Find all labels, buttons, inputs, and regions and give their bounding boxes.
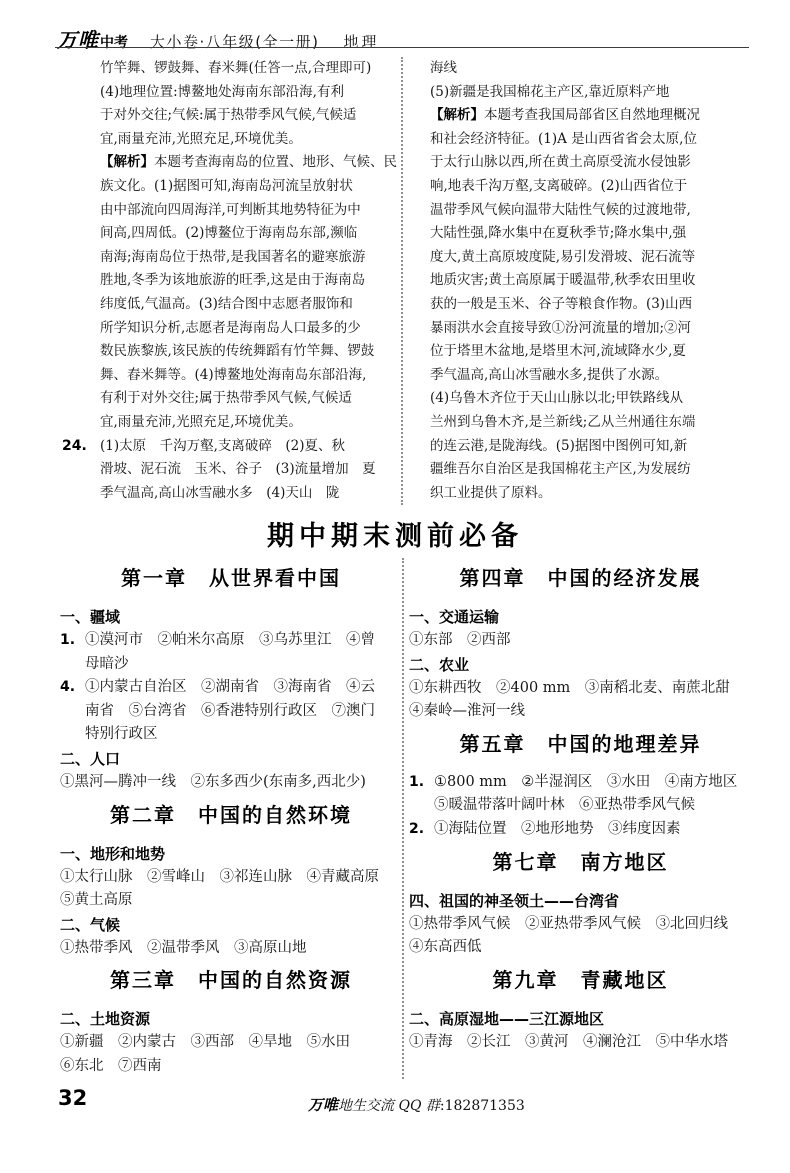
text-line: 和社会经济特征。(1)A 是山西省省会太原,位 xyxy=(430,130,697,147)
text-line: 兰州到乌鲁木齐,是兰新线;乙从兰州通往东端 xyxy=(430,413,696,430)
text-line: 于太行山脉以西,所在黄土高原受流水侵蚀影 xyxy=(430,154,691,171)
text-line: (4)乌鲁木齐位于天山山脉以北;甲铁路线从 xyxy=(430,390,684,407)
text-line: 特别行政区 xyxy=(85,726,158,743)
analysis-label: 【解析】 xyxy=(430,107,484,124)
sub-heading: 四、祖国的神圣领土——台湾省 xyxy=(409,891,620,910)
analysis-label: 【解析】 xyxy=(100,154,154,171)
text-line: ①东耕西牧 ②400 mm ③南稻北麦、南蔗北甜 xyxy=(409,679,730,696)
page-number: 32 xyxy=(58,1086,88,1110)
review-section xyxy=(60,558,752,1079)
review-left-column xyxy=(60,558,402,1079)
text-line: 季气温高,高山冰雪融水多 (4)天山 陇 xyxy=(100,484,340,501)
text-line: (5)新疆是我国棉花主产区,靠近原料产地 xyxy=(430,83,670,100)
text-line: 由中部流向四周海洋,可判断其地势特征为中 xyxy=(100,201,361,218)
section-title: 期中期末测前必备 xyxy=(267,521,523,552)
text-line: 母暗沙 xyxy=(85,655,129,672)
text-line: ①黑河—腾冲一线 ②东多西少(东南多,西北少) xyxy=(60,773,366,790)
series-title: 大小卷·八年级(全一册) xyxy=(150,33,320,51)
text-line: 4. ①内蒙古自治区 ②湖南省 ③海南省 ④云 xyxy=(60,676,402,700)
sub-heading: 一、地形和地势 xyxy=(60,844,166,863)
item-number: 4. xyxy=(60,679,76,696)
text-line: 度大,黄土高原坡度陡,易引发滑坡、泥石流等 xyxy=(430,248,696,265)
text-line: 季气温高,高山冰雪融水多,提供了水源。 xyxy=(430,366,669,383)
chapter-heading: 第五章 中国的地理差异 xyxy=(459,731,702,756)
text-line: 数民族黎族,该民族的传统舞蹈有竹竿舞、锣鼓 xyxy=(100,343,375,360)
text-line: 舞、舂米舞等。(4)博鳌地处海南岛东部沿海, xyxy=(100,366,367,383)
text-line: 有利于对外交往;属于热带季风气候,气候适 xyxy=(100,390,352,407)
sub-heading: 二、农业 xyxy=(409,655,470,674)
text-line: 暴雨洪水会直接导致①汾河流量的增加;②河 xyxy=(430,319,692,336)
text-line: ④东高西低 xyxy=(409,939,482,956)
text-line: 胜地,冬季为该地旅游的旺季,这是由于海南岛 xyxy=(100,272,366,289)
text-line: 【解析】本题考查海南岛的位置、地形、气候、民 xyxy=(100,154,397,171)
text-line: 族文化。(1)据图可知,海南岛河流呈放射状 xyxy=(100,177,353,194)
chapter-heading: 第一章 从世界看中国 xyxy=(121,566,341,590)
chapter-heading: 第二章 中国的自然环境 xyxy=(110,802,352,827)
answers-left-column xyxy=(60,57,401,505)
text-line: 响,地表千沟万壑,支离破碎。(2)山西省位于 xyxy=(430,177,688,194)
text-line: ①新疆 ②内蒙古 ③西部 ④旱地 ⑤水田 xyxy=(60,1034,350,1051)
sub-heading: 一、交通运输 xyxy=(409,608,500,626)
item-number: 1. xyxy=(60,632,76,648)
text-line: 获的一般是玉米、谷子等粮食作物。(3)山西 xyxy=(430,295,693,312)
answers-right-column xyxy=(403,57,752,505)
text-line: 南省 ⑤台湾省 ⑥香港特别行政区 ⑦澳门 xyxy=(85,702,375,719)
text-line: 地质灾害;黄土高原属于暖温带,秋季农田里收 xyxy=(430,272,696,289)
text-line: 织工业提供了原料。 xyxy=(430,484,552,501)
text-line: 间高,四周低。(2)博鳌位于海南岛东部,濒临 xyxy=(100,225,358,242)
sub-heading: 二、气候 xyxy=(60,915,121,934)
text-line: ④秦岭—淮河一线 xyxy=(409,703,525,720)
footer-logo: 万唯 xyxy=(308,1096,339,1114)
text-line: 宜,雨量充沛,光照充足,环境优美。 xyxy=(100,413,302,430)
text-line: 24. (1)太原 千沟万壑,支离破碎 (2)夏、秋 xyxy=(100,435,401,459)
text-line: 南海;海南岛位于热带,是我国著名的避寒旅游 xyxy=(100,248,366,265)
text-line: 竹竿舞、锣鼓舞、舂米舞(任答一点,合理即可) xyxy=(100,60,372,76)
chapter-heading: 第三章 中国的自然资源 xyxy=(110,968,352,993)
text-line: ①东部 ②西部 xyxy=(409,632,511,648)
text-line: 海线 xyxy=(430,60,457,76)
text-line: 1. ①漠河市 ②帕米尔高原 ③乌苏里江 ④曾 xyxy=(60,629,402,653)
text-line: ⑤暖温带落叶阔叶林 ⑥亚热带季风气候 xyxy=(434,797,695,814)
item-number: 1. xyxy=(409,773,425,790)
text-line: 于对外交往;气候:属于热带季风气候,气候适 xyxy=(100,107,357,124)
text-line: ①青海 ②长江 ③黄河 ④澜沧江 ⑤中华水塔 xyxy=(409,1033,728,1050)
item-number: 2. xyxy=(409,820,425,837)
chapter-heading: 第九章 青藏地区 xyxy=(492,967,669,992)
text-line: 温带季风气候向温带大陆性气候的过渡地带, xyxy=(430,201,691,218)
text-line: 大陆性强,降水集中在夏秋季节;降水集中,强 xyxy=(430,225,687,242)
text-line: (4)地理位置:博鳌地处海南东部沿海,有利 xyxy=(100,83,344,100)
text-line: ①太行山脉 ②雪峰山 ③祁连山脉 ④青藏高原 xyxy=(60,868,379,885)
item-number: 24. xyxy=(62,437,87,454)
footer-qq-number: :182871353 xyxy=(439,1098,525,1114)
sub-heading: 二、高原湿地——三江源地区 xyxy=(409,1009,605,1028)
text-line: ⑤黄土高原 xyxy=(60,892,133,909)
brand xyxy=(57,24,380,53)
chapter-heading: 第七章 南方地区 xyxy=(492,849,669,874)
text-line: 纬度低,气温高。(3)结合图中志愿者服饰和 xyxy=(100,295,353,312)
text-line: 疆维吾尔自治区是我国棉花主产区,为发展纺 xyxy=(430,461,691,478)
text-line: 1. ①800 mm ②半湿润区 ③水田 ④南方地区 xyxy=(409,771,752,795)
text-line: ⑥东北 ⑦西南 xyxy=(60,1057,162,1074)
text-line: 滑坡、泥石流 玉米、谷子 (3)流量增加 夏 xyxy=(100,461,376,478)
sub-heading: 二、土地资源 xyxy=(60,1010,151,1029)
text-line: ①热带季风气候 ②亚热带季风气候 ③北回归线 xyxy=(409,915,728,932)
review-right-column xyxy=(404,558,752,1079)
text-line: 2. ①海陆位置 ②地形地势 ③纬度因素 xyxy=(409,818,752,842)
footer-note xyxy=(308,1094,525,1115)
brand-logo: 万唯 xyxy=(57,28,99,52)
text-line: ①热带季风 ②温带季风 ③高原山地 xyxy=(60,939,307,956)
subject-label: 地理 xyxy=(343,33,380,51)
chapter-heading: 第四章 中国的经济发展 xyxy=(459,566,702,590)
answers-section xyxy=(60,57,752,505)
sub-heading: 二、人口 xyxy=(60,749,121,768)
text-line: 位于塔里木盆地,是塔里木河,流域降水少,夏 xyxy=(430,343,686,360)
text-line: 所学知识分析,志愿者是海南岛人口最多的少 xyxy=(100,319,361,336)
text-line: 的连云港,是陇海线。(5)据图中图例可知,新 xyxy=(430,437,688,454)
text-line: 宜,雨量充沛,光照充足,环境优美。 xyxy=(100,130,302,147)
header-rule xyxy=(55,47,749,48)
footer-community-text: 地生交流 QQ 群 xyxy=(338,1098,440,1114)
brand-logo-suffix: 中考 xyxy=(100,35,128,51)
sub-heading: 一、疆域 xyxy=(60,608,121,626)
text-line: 【解析】本题考查我国局部省区自然地理概况 xyxy=(430,107,700,124)
